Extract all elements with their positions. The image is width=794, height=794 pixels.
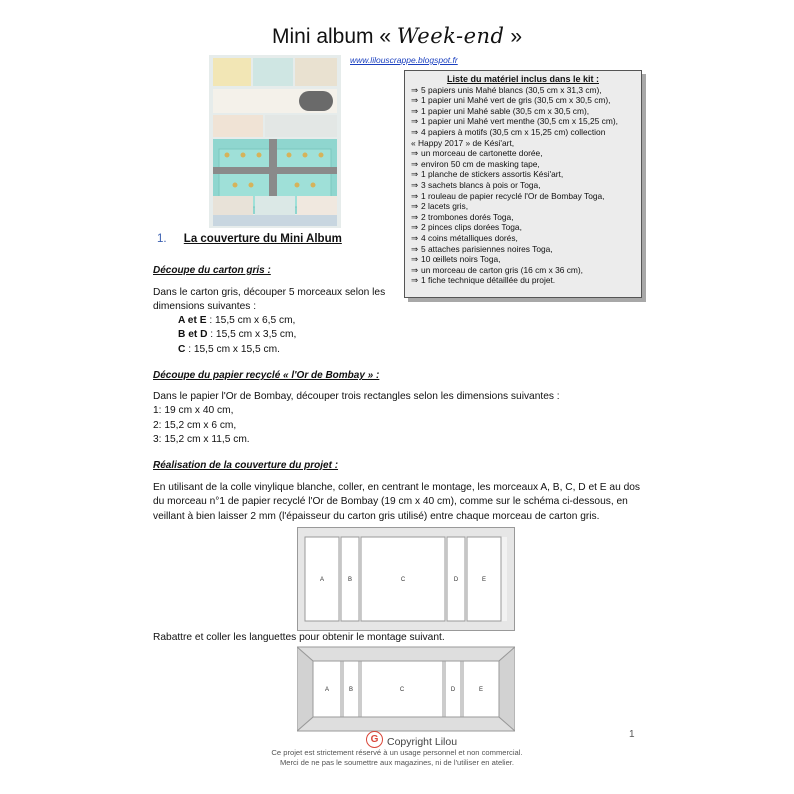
arrow-icon: ⇒ bbox=[411, 158, 419, 169]
piece-e-label: E bbox=[478, 687, 484, 693]
kit-item-text: 2 lacets gris, bbox=[421, 201, 469, 212]
piece-c-label: C bbox=[399, 687, 405, 693]
arrow-icon: ⇒ bbox=[411, 275, 419, 286]
title-main: Mini album « bbox=[271, 25, 392, 48]
kit-item bbox=[411, 138, 641, 149]
kit-item-text: 3 sachets blancs à pois or Toga, bbox=[421, 179, 541, 190]
arrow-icon: ⇒ bbox=[411, 179, 419, 190]
kit-item-text: 10 œillets noirs Toga, bbox=[421, 254, 501, 265]
realisation-heading: Réalisation de la couverture du projet : bbox=[153, 460, 339, 471]
kit-item-text: 1 papier uni Mahé sable (30,5 cm x 30,5 cm), bbox=[421, 105, 590, 116]
realisation-text bbox=[153, 481, 653, 524]
kit-list bbox=[411, 85, 641, 286]
arrow-icon: ⇒ bbox=[411, 254, 419, 265]
arrow-icon: ⇒ bbox=[411, 84, 419, 95]
kit-item bbox=[411, 233, 641, 244]
page-title bbox=[0, 24, 794, 49]
rabattre-text: Rabattre et coller les languettes pour obtenir le montage suivant. bbox=[153, 632, 445, 643]
decoupe-carton-intro bbox=[153, 286, 385, 315]
piece-a-label: A bbox=[324, 687, 330, 693]
kit-item bbox=[411, 265, 641, 276]
decoupe-carton-intro-1: Dans le carton gris, découper 5 morceaux selon les bbox=[153, 287, 386, 298]
kit-item bbox=[411, 95, 641, 106]
arrow-icon: ⇒ bbox=[411, 190, 419, 201]
arrow-icon: ⇒ bbox=[411, 169, 419, 180]
kit-item bbox=[411, 254, 641, 265]
papier-line: 2: 15,2 cm x 6 cm, bbox=[153, 419, 237, 431]
kit-item-text: 1 papier uni Mahé vert de gris (30,5 cm x 30,5 cm), bbox=[421, 95, 611, 106]
kit-item-text: « Happy 2017 » de Kési'art, bbox=[411, 137, 515, 148]
piece-a-label: A bbox=[319, 577, 325, 583]
kit-item bbox=[411, 201, 641, 212]
decoupe-papier-heading: Découpe du papier recyclé « l'Or de Bombay » : bbox=[153, 370, 380, 381]
kit-item-text: 5 attaches parisiennes noires Toga, bbox=[421, 243, 553, 254]
realisation-line: En utilisant de la colle vinylique blanche, coller, en centrant le montage, les morceaux A, B, C, D et E au dos bbox=[153, 482, 641, 493]
piece-d-label: D bbox=[450, 687, 456, 693]
kit-box bbox=[404, 70, 642, 298]
decoupe-papier-intro: Dans le papier l'Or de Bombay, découper trois rectangles selon les dimensions suivantes : bbox=[153, 391, 560, 402]
dim-row bbox=[178, 314, 296, 328]
piece-d-label: D bbox=[453, 577, 459, 583]
dim-value: : 15,5 cm x 3,5 cm, bbox=[207, 329, 297, 341]
papier-line: 3: 15,2 cm x 11,5 cm. bbox=[153, 433, 250, 445]
kit-item-text: environ 50 cm de masking tape, bbox=[421, 158, 540, 169]
kit-item bbox=[411, 191, 641, 202]
kit-item bbox=[411, 169, 641, 180]
montage-diagram-flat bbox=[297, 527, 515, 631]
realisation-line: veillant à bien laisser 2 mm (l'épaisseur du carton gris utilisé) entre chaque morceau de carton gris. bbox=[153, 510, 600, 522]
kit-item-text: 2 pinces clips dorées Toga, bbox=[421, 222, 522, 233]
arrow-icon: ⇒ bbox=[411, 264, 419, 275]
arrow-icon: ⇒ bbox=[411, 211, 419, 222]
kit-item-text: 2 trombones dorés Toga, bbox=[421, 211, 514, 222]
arrow-icon: ⇒ bbox=[411, 148, 419, 159]
blog-link[interactable]: www.lilouscrappe.blogspot.fr bbox=[350, 55, 458, 65]
section-heading bbox=[157, 233, 342, 245]
kit-item bbox=[411, 148, 641, 159]
arrow-icon: ⇒ bbox=[411, 105, 419, 116]
dim-row bbox=[178, 343, 296, 357]
copyright-text: Copyright Lilou bbox=[387, 736, 458, 748]
piece-b-label: B bbox=[347, 577, 353, 583]
section-number: 1. bbox=[157, 233, 167, 245]
arrow-icon: ⇒ bbox=[411, 222, 419, 233]
arrow-icon: ⇒ bbox=[411, 116, 419, 127]
arrow-icon: ⇒ bbox=[411, 243, 419, 254]
section-title: La couverture du Mini Album bbox=[183, 233, 342, 245]
papier-line: 1: 19 cm x 40 cm, bbox=[153, 405, 234, 417]
dim-value: : 15,5 cm x 15,5 cm. bbox=[185, 343, 280, 355]
arrow-icon: ⇒ bbox=[411, 232, 419, 243]
kit-item bbox=[411, 127, 641, 138]
kit-title: Liste du matériel inclus dans le kit : bbox=[446, 74, 600, 84]
kit-item bbox=[411, 212, 641, 223]
piece-b-label: B bbox=[348, 687, 354, 693]
notice-line: Merci de ne pas le soumettre aux magazines, ni de l'utiliser en atelier. bbox=[279, 758, 515, 767]
title-script: Week-end bbox=[396, 24, 505, 48]
kit-item bbox=[411, 116, 641, 127]
kit-item-text: 1 rouleau de papier recyclé l'Or de Bombay Toga, bbox=[421, 190, 605, 201]
realisation-line: du morceau n°1 de papier recyclé l'Or de Bombay (19 cm x 40 cm), comme sur le schéma ci-dessous, en bbox=[153, 496, 628, 508]
kit-item-text: un morceau de cartonette dorée, bbox=[421, 148, 543, 159]
kit-item bbox=[411, 222, 641, 233]
photo-collage bbox=[209, 55, 341, 228]
footer-notice bbox=[0, 748, 794, 768]
title-end: » bbox=[510, 25, 522, 48]
dim-label: B et D bbox=[178, 329, 208, 341]
copyright-logo-icon: G bbox=[366, 731, 383, 748]
kit-item-text: 4 coins métalliques dorés, bbox=[421, 232, 518, 243]
arrow-icon: ⇒ bbox=[411, 201, 419, 212]
dim-label: C bbox=[178, 343, 186, 355]
kit-item bbox=[411, 85, 641, 96]
arrow-icon: ⇒ bbox=[411, 126, 419, 137]
notice-line: Ce projet est strictement réservé à un usage personnel et non commercial. bbox=[271, 748, 523, 757]
project-photo bbox=[209, 55, 341, 228]
piece-c-label: C bbox=[400, 577, 406, 583]
kit-item bbox=[411, 275, 641, 286]
dim-label: A et E bbox=[178, 315, 207, 326]
kit-item-text: 5 papiers unis Mahé blancs (30,5 cm x 31,3 cm), bbox=[421, 84, 602, 95]
decoupe-carton-list bbox=[178, 314, 296, 357]
piece-e-label: E bbox=[481, 577, 487, 583]
decoupe-carton-intro-2: dimensions suivantes : bbox=[153, 301, 257, 313]
kit-item bbox=[411, 159, 641, 170]
kit-item bbox=[411, 106, 641, 117]
dim-row bbox=[178, 328, 296, 342]
page-number: 1 bbox=[629, 729, 635, 740]
dim-value: : 15,5 cm x 6,5 cm, bbox=[206, 315, 296, 326]
kit-item-text: 1 fiche technique détaillée du projet. bbox=[421, 275, 556, 286]
kit-item bbox=[411, 180, 641, 191]
arrow-icon: ⇒ bbox=[411, 95, 419, 106]
kit-item-text: 1 papier uni Mahé vert menthe (30,5 cm x 15,25 cm), bbox=[421, 116, 618, 127]
kit-item-text: un morceau de carton gris (16 cm x 36 cm), bbox=[421, 264, 584, 275]
kit-item bbox=[411, 244, 641, 255]
kit-item-text: 4 papiers à motifs (30,5 cm x 15,25 cm) collection bbox=[421, 126, 606, 137]
montage-diagram-folded bbox=[297, 645, 515, 733]
decoupe-papier-block bbox=[153, 390, 560, 447]
decoupe-carton-heading: Découpe du carton gris : bbox=[153, 265, 271, 276]
kit-item-text: 1 planche de stickers assortis Kési'art, bbox=[421, 169, 564, 180]
